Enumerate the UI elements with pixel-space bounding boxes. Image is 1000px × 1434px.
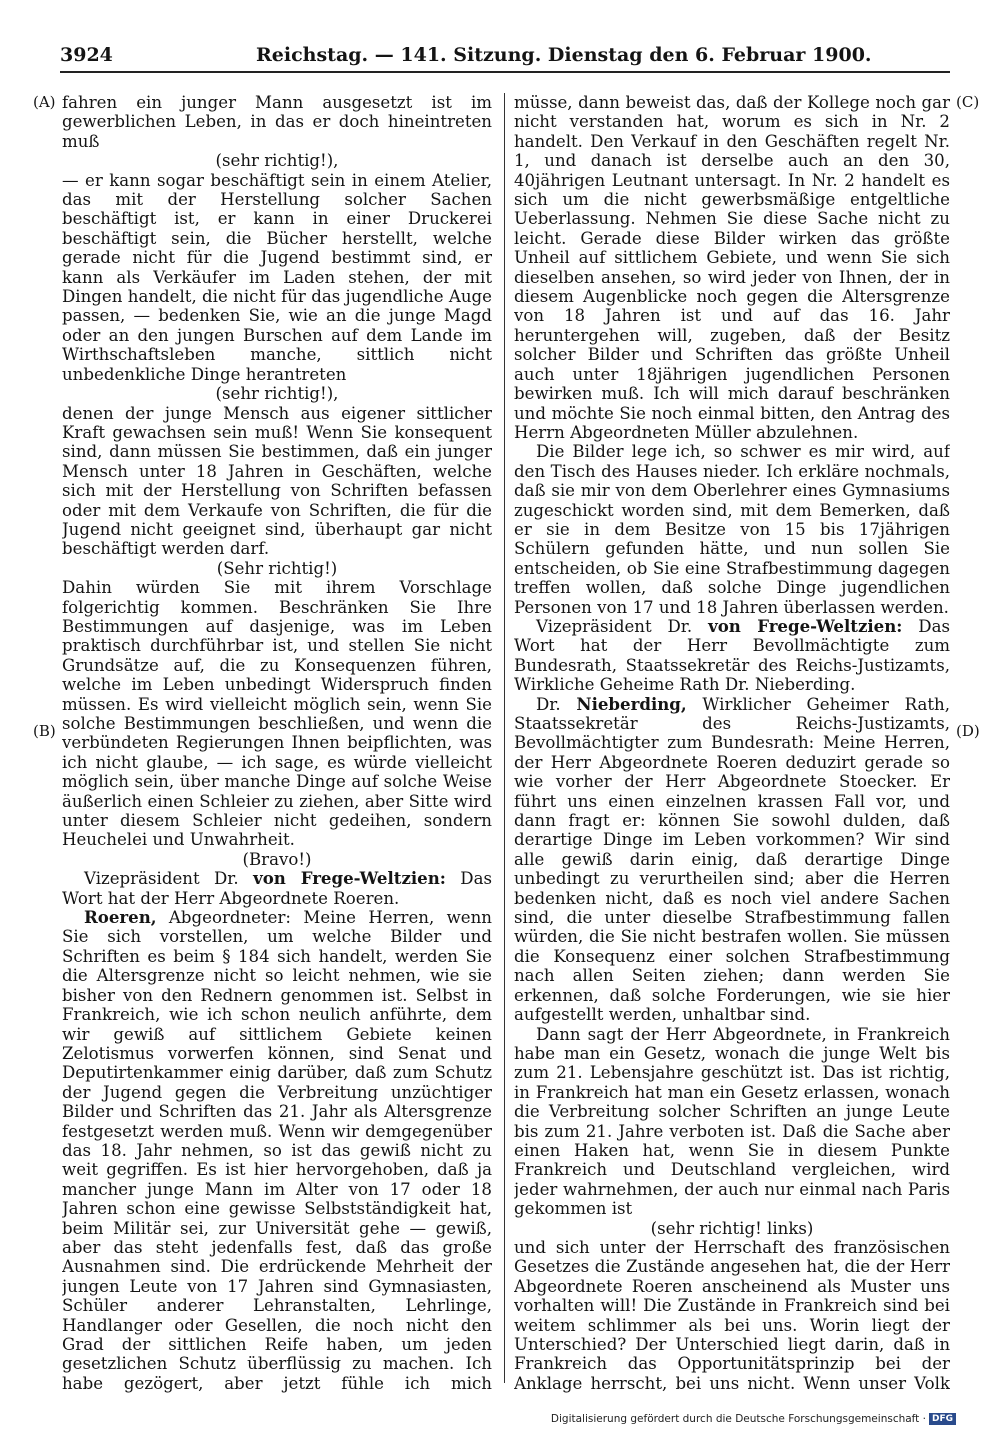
speech-text: Abgeordneter: Meine Herren, wenn Sie sich vorstellen, um welche Bilder und Schriften es beim § 184 sich handelt, werden Sie die Altersgrenze nicht so leicht nehmen, wie sie bisher von den Rednern genommen ist. Selbst in Frankreich, wie ich schon neulich anführte, dem wir gewiß auf sittlichem Gebiete keinen Zelotismus vorwerfen können, sind Senat und Deputirtenkammer einig darüber, daß zum Schutz der Jugend gegen die Verbreitung unzüchtiger Bilder und Schriften das 21. Jahr als Altersgrenze festgesetzt werden muß. Wenn wir demgegenüber das 18. Jahr nehmen, so ist das gewiß nicht zu weit gegriffen. Es ist hier hervorgehoben, daß ja mancher junge Mann im Alter von 17 oder 18 Jahren schon eine gewisse Selbstständigkeit hat, beim Militär sei, zur Universität gehe — gewiß, aber das steht jedenfalls fest, daß das große Ausnahmen sind. Die erdrückende Mehrheit der jungen Leute von 17 Jahren sind Gymnasiasten, Schüler anderer Lehranstalten, Lehrlinge, Handlanger oder Gesellen, die noch nicht den Grad der sittlichen Reife haben, um jeden gesetzlichen Schutz überflüssig zu machen. Ich habe gezögert, aber jetzt fühle ich mich	[62, 908, 492, 1393]
credit-text: Digitalisierung gefördert durch die Deutsche Forschungsgemeinschaft ·	[550, 1413, 926, 1425]
speaker-paragraph	[62, 908, 492, 1393]
speaker-name: von Frege-Weltzien:	[253, 868, 446, 889]
digitization-credit	[551, 1413, 956, 1425]
interjection: (Sehr richtig!)	[216, 558, 338, 578]
right-column	[514, 93, 950, 1393]
left-column	[62, 93, 492, 1393]
header-rule	[60, 71, 950, 73]
margin-marker-a: (A)	[33, 93, 56, 111]
speaker-title: Dr.	[536, 694, 561, 714]
paragraph: Dahin würden Sie mit ihrem Vorschlage folgerichtig kommen. Beschränken Sie Ihre Bestimmungen auf dasjenige, was im Leben praktisch durchführbar ist, und stellen Sie nicht Grundsätze auf, die zu Konsequenzen führen, welche im Leben unbedingt Widerspruch finden müssen. Es wird vielleicht möglich sein, wenn Sie solche Bestimmungen beschließen, und wenn die verbündeten Regierungen Ihnen beipflichten, was ich nicht glaube, — ich sage, es würde vielleicht möglich sein, über manche Dinge auf solche Weise äußerlich einen Schleier zu ziehen, aber Sitte wird unter diesem Schleier nicht gedeihen, sondern Heuchelei und Unwahrheit.	[62, 578, 492, 850]
paragraph: fahren ein junger Mann ausgesetzt ist im gewerblichen Leben, in das er doch hineintreten muß	[62, 93, 492, 151]
paragraph: und sich unter der Herrschaft des französischen Gesetzes die Zustände angesehen hat, die der Herr Abgeordnete Roeren anscheinend als Muster uns vorhalten will! Die Zustände in Frankreich sind bei weitem schlimmer als bei uns. Worin liegt der Unterschied? Der Unterschied liegt darin, daß in Frankreich das Opportunitätsprinzip bei der Anklage herrscht, bei uns nicht. Wenn unser Volk	[514, 1237, 950, 1393]
margin-marker-d: (D)	[956, 722, 980, 740]
paragraph: müsse, dann beweist das, daß der Kollege noch gar nicht verstanden hat, worum es sich in Nr. 2 handelt. Den Verkauf in den Geschäften regelt Nr. 1, und danach ist derselbe auch an den 30, 40jährigen Leutnant untersagt. In Nr. 2 handelt es sich um die nicht gewerbsmäßige entgeltliche Ueberlassung. Nehmen Sie diese Sache nicht zu leicht. Gerade diese Bilder wirken das größte Unheil auf sittlichem Gebiete, und wenn Sie sich dieselben ansehen, so wird jeder von Ihnen, der in diesem Augenblicke noch gegen die Altersgrenze von 18 Jahren ist und auf das 16. Jahr heruntergehen will, zugeben, daß der Besitz solcher Bilder und Schriften das größte Unheil auch unter 18jährigen jugendlichen Personen bewirken muß. Ich will mich darauf beschränken und möchte Sie noch einmal bitten, den Antrag des Herrn Abgeordneten Müller abzulehnen.	[514, 93, 950, 442]
page-header	[60, 40, 950, 70]
margin-marker-b: (B)	[33, 722, 56, 740]
speaker-name: von Frege-Weltzien:	[708, 615, 903, 636]
margin-marker-c: (C)	[956, 93, 980, 111]
speaker-paragraph	[62, 869, 492, 908]
interjection: (sehr richtig!),	[215, 151, 339, 171]
interjection: (sehr richtig! links)	[650, 1218, 814, 1238]
speech-text: Wirklicher Geheimer Rath, Staatssekretär des Reichs-Justizamts, Bevollmächtigter zum Bundesrath: Meine Herren, der Herr Abgeordnete Roeren deduzirt gerade so wie vorher der Herr Abgeordnete Stoecker. Er führt uns einen einzelnen krassen Fall vor, und dann fragt er: können Sie sowohl dulden, daß derartige Dinge im Leben vorkommen? Wir sind alle gewiß darin einig, daß derartige Dinge unbedingt zu verurtheilen sind; aber die Herren bedenken nicht, daß es noch viel andere Sachen sind, die unter dieselbe Strafbestimmung fallen würden, die Sie nicht bestrafen wollen. Sie müssen die Konsequenz einer solchen Strafbestimmung nach allen Seiten ziehen; dann werden Sie erkennen, daß solche Forderungen, wie sie hier aufgestellt werden, unhaltbar sind.	[514, 694, 950, 1025]
dfg-logo: DFG	[929, 1413, 956, 1425]
speaker-title: Vizepräsident Dr.	[84, 869, 239, 889]
paragraph: Dann sagt der Herr Abgeordnete, in Frankreich habe man ein Gesetz, wonach die junge Welt bis zum 21. Lebensjahre geschützt ist. Das ist richtig, in Frankreich hat man ein Gesetz erlassen, wonach die Verbreitung solcher Schriften an junge Leute bis zum 21. Jahre verboten ist. Daß die Sache aber einen Haken hat, wenn Sie in diesem Punkte Frankreich und Deutschland vergleichen, wird jeder wahrnehmen, der auch nur einmal nach Paris gekommen ist	[514, 1024, 950, 1219]
running-head: Reichstag. — 141. Sitzung. Dienstag den 6. Februar 1900.	[256, 44, 872, 66]
column-divider	[504, 93, 505, 1383]
speech-text: Das Wort hat der Herr Abgeordnete Roeren.	[62, 869, 492, 908]
speaker-paragraph	[514, 617, 950, 695]
interjection: (sehr richtig!),	[215, 384, 339, 404]
speaker-name: Roeren,	[84, 907, 157, 928]
speaker-name: Nieberding,	[576, 693, 687, 714]
speaker-title: Vizepräsident Dr.	[536, 616, 693, 636]
interjection: (Bravo!)	[242, 849, 312, 869]
page-number: 3924	[60, 44, 113, 66]
speaker-paragraph	[514, 695, 950, 1025]
paragraph: Die Bilder lege ich, so schwer es mir wird, auf den Tisch des Hauses nieder. Ich erkläre nochmals, daß sie mir von dem Oberlehrer eines Gymnasiums zugeschickt worden sind, mit dem Bemerken, daß er sie in dem Besitze von 15 bis 17jährigen Schülern gefunden hätte, und nun sollen Sie entscheiden, ob Sie eine Strafbestimmung dagegen treffen wollen, daß solche Dinge jugendlichen Personen von 17 und 18 Jahren überlassen werden.	[514, 442, 950, 617]
paragraph: denen der junge Mensch aus eigener sittlicher Kraft gewachsen sein muß! Wenn Sie konsequent sind, dann müssen Sie bestimmen, daß ein junger Mensch unter 18 Jahren in Geschäften, welche sich mit der Herstellung von Schriften befassen oder mit dem Verkaufe von Schriften, die für die Jugend nicht geeignet sind, überhaupt gar nicht beschäftigt werden darf.	[62, 403, 492, 559]
speech-text: Das Wort hat der Herr Bevollmächtigte zum Bundesrath, Staatssekretär des Reichs-Justizamts, Wirkliche Geheime Rath Dr. Nieberding.	[514, 616, 950, 695]
paragraph: — er kann sogar beschäftigt sein in einem Atelier, das mit der Herstellung solcher Sachen beschäftigt ist, er kann in einer Druckerei beschäftigt sein, die Bücher herstellt, welche gerade nicht für die Jugend bestimmt sind, er kann als Verkäufer im Laden stehen, der mit Dingen handelt, die nicht für das jugendliche Auge passen, — bedenken Sie, wie an die junge Magd oder an den jungen Burschen auf dem Lande im Wirthschaftsleben manche, sittlich nicht unbedenkliche Dinge herantreten	[62, 170, 492, 384]
